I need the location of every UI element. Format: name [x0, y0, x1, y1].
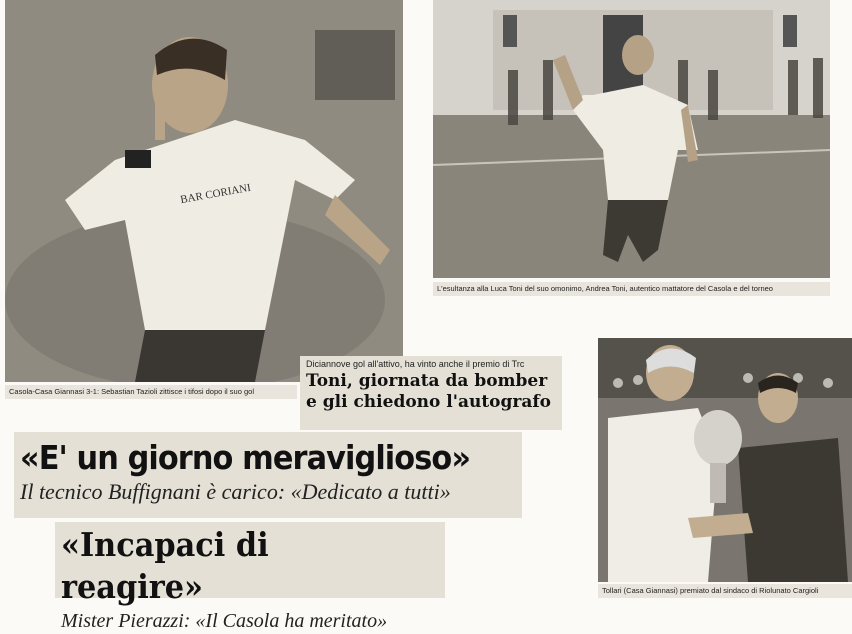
pierazzi-article	[55, 522, 445, 632]
toni-headline-line1: Toni, giornata da bomber	[306, 371, 548, 391]
buffignani-article	[14, 432, 522, 518]
shirt-sponsor-text: BAR CORIANI	[179, 181, 252, 207]
toni-article	[300, 356, 562, 430]
celebration-caption-strip: Casola-Casa Giannasi 3-1: Sebastian Tazioli zittisce i tifosi dopo il suo gol	[5, 385, 297, 399]
pierazzi-subhead: Mister Pierazzi: «Il Casola ha meritato»	[61, 610, 388, 632]
run-caption: L'esultanza alla Luca Toni del suo omonimo, Andrea Toni, autentico mattatore del Casola e del torneo	[433, 282, 830, 296]
celebration-photo	[5, 0, 403, 382]
pierazzi-headline: «Incapaci di reagire»	[61, 525, 269, 606]
toni-kicker: Diciannove gol all'attivo, ha vinto anche il premio di Trc	[306, 359, 525, 369]
buffignani-headline: «E' un giorno meraviglioso»	[20, 438, 471, 477]
run-image	[433, 0, 830, 278]
award-image	[598, 338, 852, 582]
buffignani-subhead: Il tecnico Buffignani è carico: «Dedicato a tutti»	[20, 479, 451, 504]
run-photo	[433, 0, 830, 278]
award-caption: Tollari (Casa Giannasi) premiato dal sindaco di Riolunato Cargioli	[598, 584, 852, 598]
award-photo	[598, 338, 852, 582]
toni-headline-line2: e gli chiedono l'autografo	[306, 392, 552, 412]
